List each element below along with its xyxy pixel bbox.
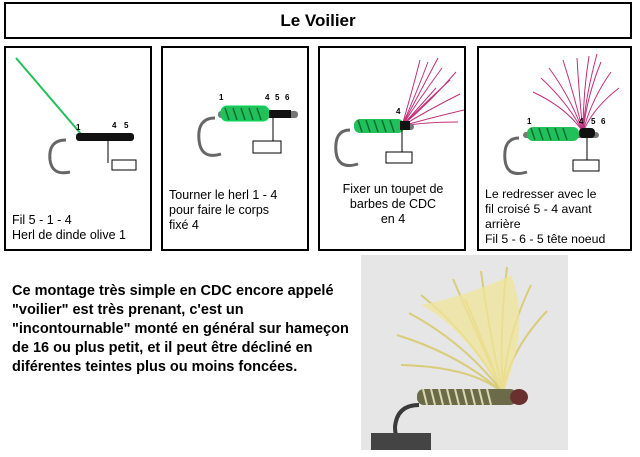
label-4: 4 <box>579 117 584 126</box>
label-5: 5 <box>591 117 596 126</box>
thread-head <box>269 110 291 118</box>
hook-diagram-4 <box>479 48 632 198</box>
fly-head <box>510 389 528 405</box>
thread-head <box>579 128 595 138</box>
step-caption-4: Le redresser avec le fil croisé 5 - 4 avant arrière Fil 5 - 6 - 5 tête noeud <box>485 187 606 246</box>
vise-jaw <box>371 433 431 450</box>
label-1: 1 <box>527 117 532 126</box>
step-panel-1 <box>4 46 152 251</box>
vise-marker <box>253 141 281 153</box>
label-6: 6 <box>601 117 606 126</box>
vise-marker <box>573 160 599 171</box>
step-caption-1: Fil 5 - 1 - 4 Herl de dinde olive 1 <box>12 213 126 242</box>
description-text: Ce montage très simple en CDC encore appelé "voilier" est très prenant, c'est un "incontournable" monté en général sur hameçon de 16 ou plus petit, et il peut être décliné en diférentes teintes plus ou moins foncées. <box>12 283 349 375</box>
step-caption-2: Tourner le herl 1 - 4 pour faire le corps fixé 4 <box>169 188 278 232</box>
step-panel-3 <box>318 46 466 251</box>
hook-diagram-2 <box>163 48 309 208</box>
label-6: 6 <box>285 93 290 102</box>
vise-marker <box>112 160 136 170</box>
label-5: 5 <box>275 93 280 102</box>
hook-diagram-1 <box>6 48 152 208</box>
fly-illustration <box>361 255 568 450</box>
step-panel-4 <box>477 46 632 251</box>
label-4: 4 <box>265 93 270 102</box>
cdc-tuft <box>402 58 464 126</box>
finished-fly-photo <box>361 255 568 450</box>
thread-body <box>76 133 134 141</box>
step-panel-2 <box>161 46 309 251</box>
hook-bend <box>199 118 221 155</box>
label-1: 1 <box>219 93 224 102</box>
label-5: 5 <box>124 121 129 130</box>
label-4: 4 <box>396 107 401 116</box>
page-title: Le Voilier <box>4 2 632 39</box>
hook-bend <box>505 138 527 174</box>
hook-bend <box>336 130 358 166</box>
cdc-tuft <box>533 54 619 132</box>
herl-thread <box>16 58 81 134</box>
vise-marker <box>386 152 412 163</box>
step-caption-3: Fixer un toupet de barbes de CDC en 4 <box>342 182 444 226</box>
label-1: 1 <box>76 123 81 132</box>
label-4: 4 <box>112 121 117 130</box>
hook-bend <box>50 140 70 173</box>
